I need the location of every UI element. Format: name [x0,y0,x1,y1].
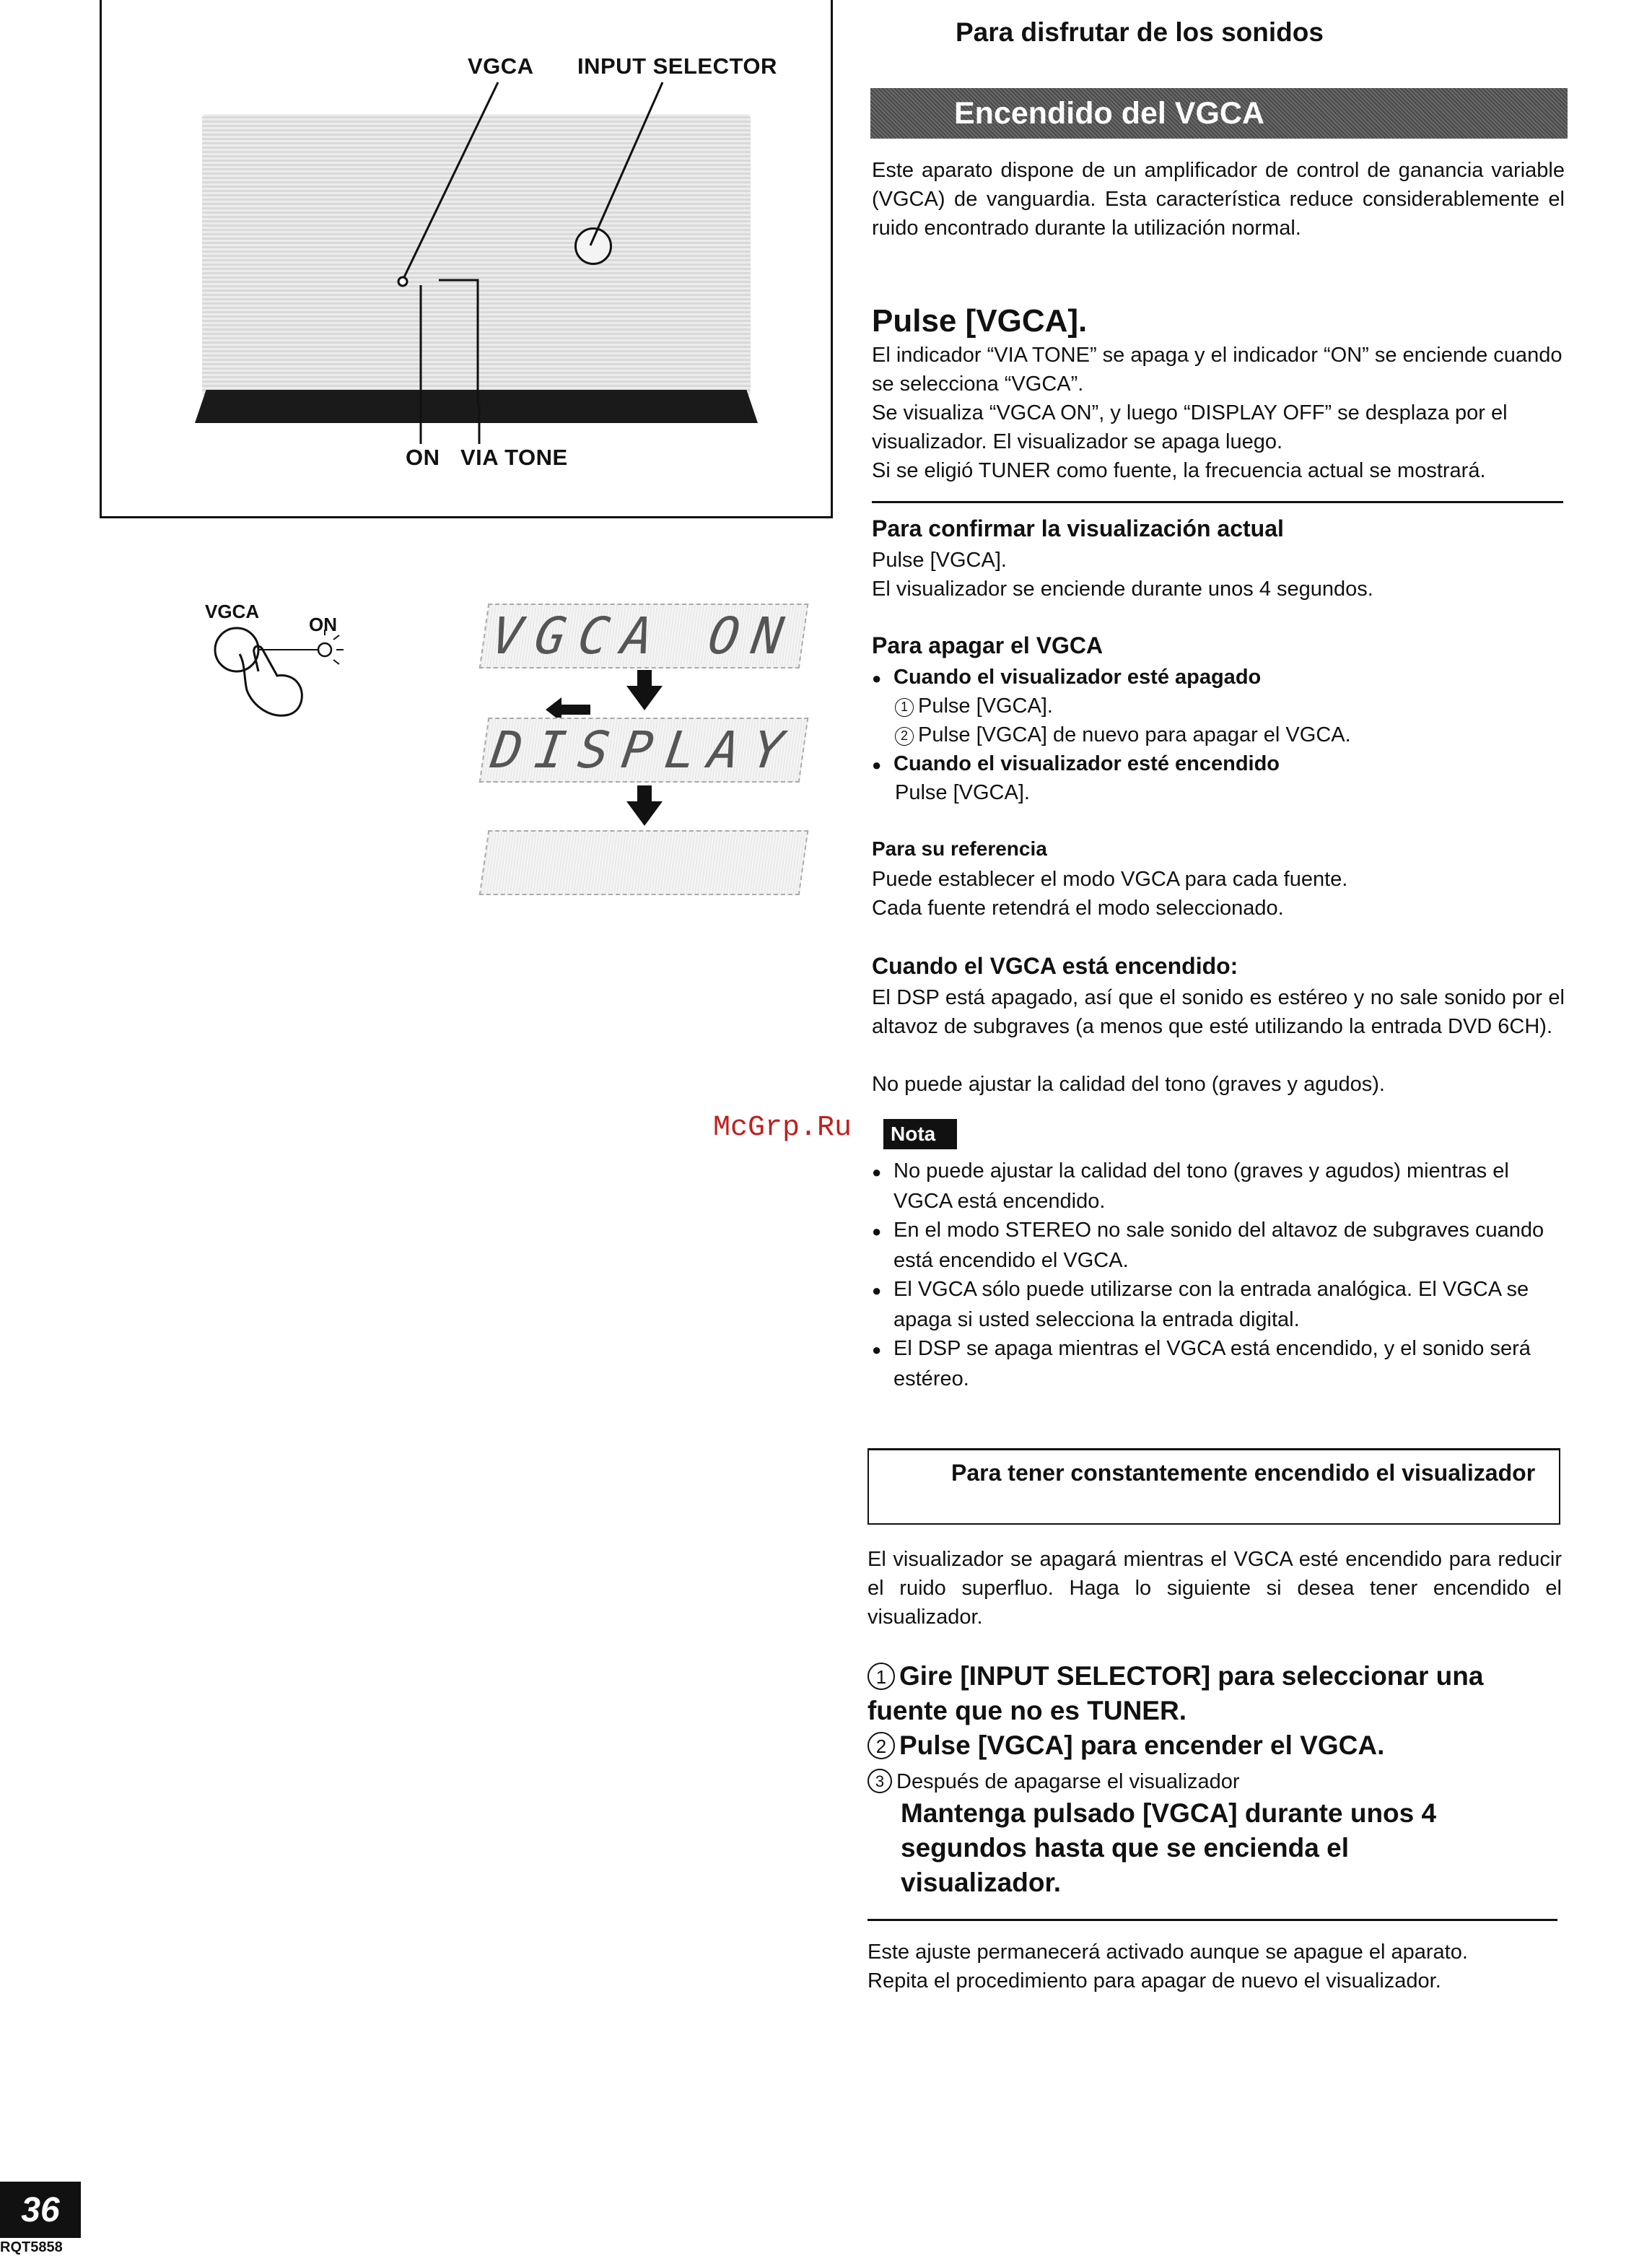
constante-intro: El visualizador se apagará mientras el VGCA esté encendido para reducir el ruido superfluo. Haga lo siguiente si desea tener encendido el visualizador. [867,1548,1562,1629]
step-number-badge: 1 [895,698,914,717]
display-screen-display: DISPLAY [479,718,809,783]
apagar-case-1: ● Cuando el visualizador esté apagado [872,663,1261,693]
confirm-line: Pulse [VGCA]. [872,549,1007,572]
intro-paragraph: Este aparato dispone de un amplificador de control de ganancia variable (VGCA) de vanguardia. Esta característica reduce considerablemente el ruido encontrado durante la utilización normal. [872,159,1565,240]
pulse-line: Si se eligió TUNER como fuente, la frecuencia actual se mostrará. [872,459,1486,482]
nota-item: ● El DSP se apaga mientras el VGCA está encendido, y el sonido será estéreo. [872,1334,1566,1393]
section-banner: Encendido del VGCA [870,88,1568,139]
constante-footer: Este ajuste permanecerá activado aunque se apague el aparato. [867,1941,1468,1964]
watermark: McGrp.Ru [713,1112,852,1144]
pulse-description [872,341,1565,485]
confirm-heading: Para confirmar la visualización actual [872,515,1284,541]
nota-item: ● No puede ajustar la calidad del tono (graves y agudos) mientras el VGCA está encendido. [872,1157,1566,1216]
nota-item: ● En el modo STEREO no sale sonido del altavoz de subgraves cuando está encendido el VGCA. [872,1216,1566,1275]
referencia-line: Cada fuente retendrá el modo seleccionado. [872,897,1284,920]
apagar-case-2: ● Cuando el visualizador esté encendido [872,749,1280,780]
nota-item: ● El VGCA sólo puede utilizarse con la entrada analógica. El VGCA se apaga si usted selecciona la entrada digital. [872,1275,1566,1334]
constante-footer: Repita el procedimiento para apagar de nuevo el visualizador. [867,1969,1441,1992]
display-screen-off [479,830,809,895]
apagar-case-2-text: Pulse [VGCA]. [895,781,1030,804]
step-number-badge: 1 [867,1663,895,1690]
apagar-step: 2 Pulse [VGCA] de nuevo para apagar el VGCA. [895,720,1351,749]
divider [872,501,1563,503]
referencia-heading: Para su referencia [872,837,1047,860]
apagar-step: 1 Pulse [VGCA]. [895,692,1053,720]
figure-label-via-tone: VIA TONE [460,445,568,470]
nota-badge: Nota [883,1119,957,1149]
page-number: 36 [0,2182,81,2238]
button-label-vgca: VGCA [205,601,260,622]
constante-step-1: 1 Gire [INPUT SELECTOR] para seleccionar una fuente que no es TUNER. [867,1661,1484,1725]
pulse-line: El indicador “VIA TONE” se apaga y el indicador “ON” se enciende cuando se selecciona “VGCA”. [872,344,1563,396]
press-button-icon [202,621,361,736]
apagar-heading: Para apagar el VGCA [872,632,1103,658]
section-title: Para disfrutar de los sonidos [956,17,1324,47]
pulse-line: Se visualiza “VGCA ON”, y luego “DISPLAY OFF” se desplaza por el visualizador. El visualizador se apaga luego. [872,401,1508,453]
down-arrow-icon [626,670,663,710]
step-number-badge: 2 [895,727,914,746]
constante-box-title: Para tener constantemente encendido el visualizador [867,1448,1560,1525]
document-code: RQT5858 [0,2239,63,2255]
referencia-line: Puede establecer el modo VGCA para cada fuente. [872,868,1348,891]
figure-leader-lines [100,0,833,520]
figure-label-input-selector: INPUT SELECTOR [577,53,777,79]
nota-list [872,1157,1566,1393]
on-indicator-icon [306,628,335,657]
encendido-text-2: No puede ajustar la calidad del tono (graves y agudos). [872,1073,1385,1096]
divider [867,1919,1557,1921]
encendido-text: El DSP está apagado, así que el sonido es estéreo y no sale sonido por el altavoz de subgraves (a menos que esté utilizando la entrada DVD 6CH). [872,986,1565,1038]
step-number-badge: 2 [867,1732,895,1759]
figure-label-on: ON [406,445,440,470]
constante-step-3: Mantenga pulsado [VGCA] durante unos 4 segundos hasta que se encienda el visualizador. [901,1798,1437,1897]
down-arrow-icon [626,785,663,826]
constante-step-2: 2 Pulse [VGCA] para encender el VGCA. [867,1728,1384,1763]
figure-label-vgca: VGCA [468,53,534,79]
constante-step-3-pre: 3 Después de apagarse el visualizador [867,1767,1240,1796]
encendido-heading: Cuando el VGCA está encendido: [872,953,1238,979]
display-screen-vgca-on: VGCA ON [479,604,809,668]
button-label-on: ON [309,614,337,635]
step-number-badge: 3 [867,1769,892,1793]
confirm-line: El visualizador se enciende durante unos 4 segundos. [872,578,1373,601]
pulse-heading: Pulse [VGCA]. [872,303,1088,339]
